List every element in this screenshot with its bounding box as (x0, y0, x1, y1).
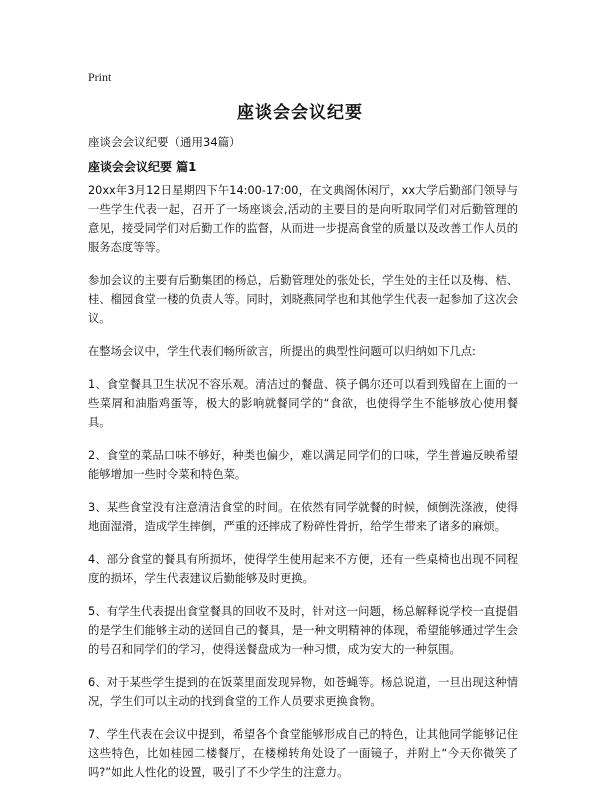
page-title: 座谈会会议纪要 (237, 103, 363, 123)
paragraph-item-7: 7、学生代表在会议中提到，希望各个食堂能够形成自己的特色，让其他同学能够记住这些特色，比如桂园二楼餐厅，在楼梯转角处设了一面镜子，并附上“今天你微笑了吗?”如此人性化的设置，吸引了不少学生的注意力。 (88, 728, 518, 779)
paragraph-item-5: 5、有学生代表提出食堂餐具的回收不及时，针对这一问题，杨总解释说学校一直提倡的是学生们能够主动的送回自己的餐具，是一种文明精神的体现，希望能够通过学生会的号召和同学们的学习，使得送餐盘成为一种习惯，成为安大的一种氛围。 (88, 605, 518, 656)
document-subtitle: 座谈会会议纪要（通用34篇） (88, 135, 241, 149)
paragraph-2: 参加会议的主要有后勤集团的杨总，后勤管理处的张处长，学生处的主任以及梅、桔、桂、榴园食堂一楼的负责人等。同时，刘晓燕同学也和其他学生代表一起参加了这次会议。 (88, 274, 518, 325)
paragraph-item-2: 2、食堂的菜品口味不够好，种类也偏少，难以满足同学们的口味，学生普遍反映希望能够增加一些时令菜和特色菜。 (88, 449, 518, 481)
section-heading: 座谈会会议纪要 篇1 (88, 160, 197, 174)
paragraph-3: 在整场会议中，学生代表们畅所欲言，所提出的典型性问题可以归纳如下几点: (88, 345, 476, 358)
document-body (88, 181, 518, 796)
paragraph-item-6: 6、对于某些学生提到的在饭菜里面发现异物，如苍蝇等。杨总说道，一旦出现这种情况，学生们可以主动的找到食堂的工作人员要求更换食物。 (88, 676, 518, 708)
paragraph-1: 20xx年3月12日星期四下午14:00-17:00，在文典阁休闲厅，xx大学后勤部门领导与一些学生代表一起，召开了一场座谈会,活动的主要目的是向听取同学们对后勤管理的意见，接受同学们对后勤工作的监督，从而进一步提高食堂的质量以及改善工作人员的服务态度等等。 (88, 184, 518, 254)
paragraph-item-3: 3、某些食堂没有注意清洁食堂的时间。在依然有同学就餐的时候，倾倒洗涤液，使得地面湿滑，造成学生摔倒，严重的还摔成了粉碎性骨折，给学生带来了诸多的麻烦。 (88, 501, 518, 533)
paragraph-item-1: 1、食堂餐具卫生状况不容乐观。清洁过的餐盘、筷子偶尔还可以看到残留在上面的一些菜屑和油脂鸡蛋等，极大的影响就餐同学的“食欲，也使得学生不能够放心使用餐具。 (88, 378, 518, 429)
paragraph-item-4: 4、部分食堂的餐具有所损坏，使得学生使用起来不方便，还有一些桌椅也出现不同程度的损坏，学生代表建议后勤能够及时更换。 (88, 553, 518, 585)
print-label[interactable]: Print (88, 70, 112, 84)
